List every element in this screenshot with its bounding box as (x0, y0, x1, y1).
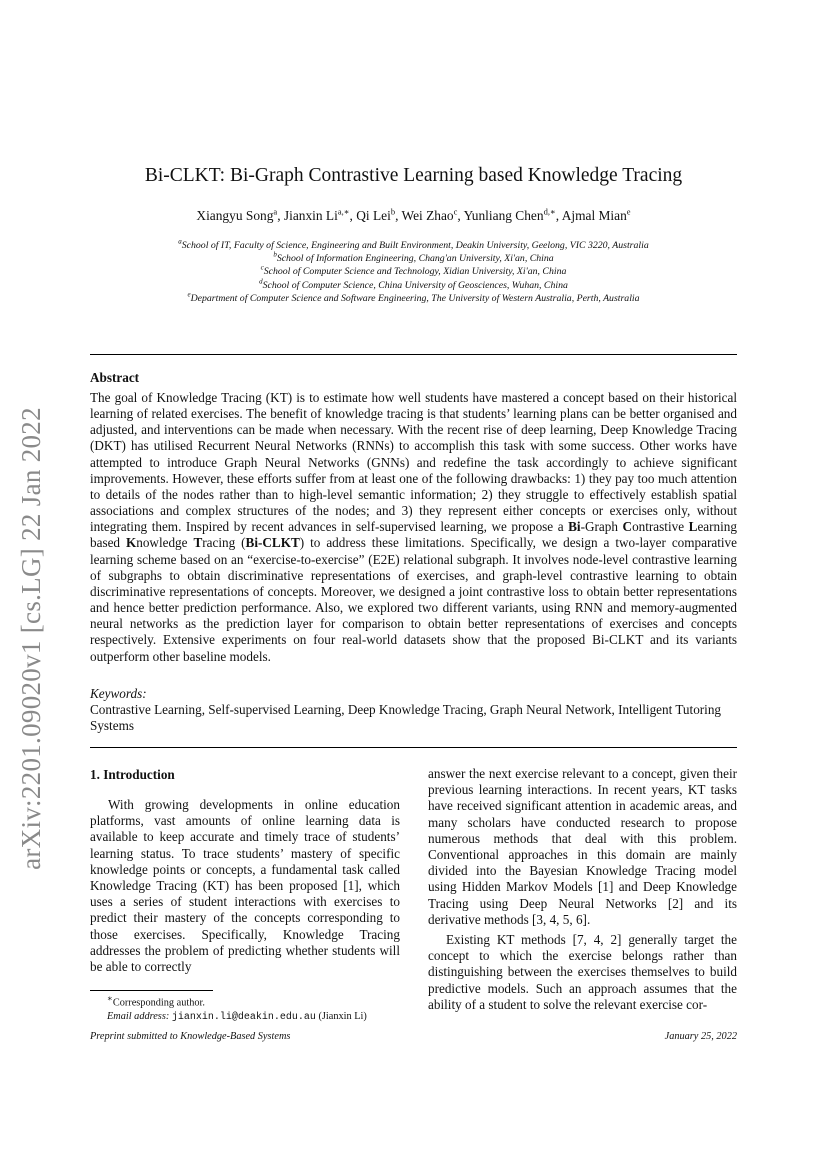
paper-title: Bi-CLKT: Bi-Graph Contrastive Learning based Knowledge Tracing (144, 165, 683, 186)
affiliation-mark: e (187, 290, 191, 299)
abstract-bottom-rule (90, 747, 737, 748)
abstract-text: racing ( (202, 535, 246, 551)
affiliation-mark: d (259, 277, 263, 286)
intro-paragraph: Existing KT methods [7, 4, 2] generally target the concept to which the exercise belongs rather than distinguishing between the exercises themselves to build predictive models. Such an approach assumes that the ability of a student to solve the relevant exercise cor- (428, 932, 737, 1012)
acronym-letter: T (193, 535, 203, 551)
author-name: Wei Zhao (401, 208, 454, 223)
affiliation-mark: b (273, 250, 277, 259)
abstract-text: nowledge (136, 535, 194, 551)
footnote-rule (90, 990, 213, 991)
acronym-letter: C (622, 519, 633, 535)
acronym-letter: L (688, 519, 698, 535)
affiliation-text: School of IT, Faculty of Science, Engineering and Built Environment, Deakin University, Geelong, VIC 3220, Australia (181, 240, 649, 251)
affiliation-mark: a (178, 237, 182, 246)
email-address: jianxin.li@deakin.edu.au (171, 1011, 316, 1023)
section-heading-introduction: 1. Introduction (90, 767, 175, 782)
left-column (90, 797, 400, 975)
author-name: Xiangyu Song (196, 208, 274, 223)
abstract-text: earning based (90, 519, 737, 551)
acronym-letter: K (125, 535, 137, 551)
author-affil-mark: b (390, 206, 396, 217)
intro-paragraph: answer the next exercise relevant to a concept, given their previous learning interactions. In recent years, KT tasks have received significant attention in academic areas, and many scholars have conducted research to propose numerous methods that deal with this problem. Conventional approaches in this domain are mainly divided into the Bayesian Knowledge Tracing model using Hidden Markov Models [1] and Deep Knowledge Tracing using Deep Neural Networks [2] and its derivative methods [3, 4, 5, 6]. (428, 766, 737, 927)
email-owner: (Jianxin Li) (318, 1010, 367, 1022)
affiliation-list (90, 239, 737, 305)
author-affil-mark: e (626, 206, 631, 217)
author-name: Jianxin Li (283, 208, 338, 223)
intro-paragraph: With growing developments in online education platforms, vast amounts of online learning data is available to keep accurate and timely trace of students’ learning status. To trace students’ mastery of specific knowledge points or concepts, a fundamental task called Knowledge Tracing (KT) has been proposed [1], which uses a series of student interactions with exercises to predict their mastery of the concepts corresponding to those exercises. Specifically, Knowledge Tracing addresses the problem of predicting whether students will be able to correctly (90, 797, 400, 975)
right-column (428, 766, 737, 1013)
author-name: Qi Lei (356, 208, 391, 223)
author-affil-mark: a (273, 206, 278, 217)
abstract-top-rule (90, 354, 737, 355)
abstract-paragraph (90, 390, 737, 665)
affiliation (90, 252, 737, 265)
acronym-letter: Bi (568, 519, 581, 535)
abstract-heading: Abstract (90, 370, 140, 385)
footnote-email (90, 1010, 410, 1025)
arxiv-sidebar-stamp (6, 378, 56, 898)
author-affil-mark: d,∗ (543, 206, 556, 217)
affiliation-text: School of Computer Science, China University of Geosciences, Wuhan, China (262, 279, 568, 291)
affiliation-text: School of Information Engineering, Chang'an University, Xi'an, China (276, 253, 554, 265)
footer-journal: Preprint submitted to Knowledge-Based Systems (90, 1031, 291, 1042)
footer-date: January 25, 2022 (664, 1031, 737, 1042)
keywords-heading: Keywords: (90, 686, 147, 701)
abstract-text: -Graph (580, 519, 623, 535)
affiliation (90, 265, 737, 278)
footnote-corresponding (90, 992, 410, 1010)
author-name: Yunliang Chen (463, 208, 544, 223)
model-acronym: Bi-CLKT (245, 535, 300, 551)
author-affil-mark: c (453, 206, 458, 217)
affiliation (90, 292, 737, 305)
arxiv-identifier: arXiv:2201.09020v1 [cs.LG] 22 Jan 2022 (15, 406, 46, 870)
author-list: Xiangyu Song$^a$, Jianxin $Li^{a,∗}$, Qi Lei$^b$, Wei Zhao$^c$, Yunliang Chen$^{d,∗}$, Ajmal Mian$^e$ (196, 206, 631, 223)
abstract-text: ) to address these limitations. Specifically, we design a two-layer comparative learning scheme based on an “exercise-to-exercise” (E2E) relational subgraph. It involves node-level contrastive learning of subgraphs to obtain discriminative representations of exercises, and graph-level contrastive learning to obtain discriminative representations of concepts. Moreover, we designed a joint contrastive loss to obtain better representations and hence better prediction performance. Also, we explored two different variants, using RNN and memory-augmented neural networks as the prediction layer for comparison to obtain better representations of exercises and concepts respectively. Extensive experiments on four real-world datasets show that the proposed Bi-CLKT and its variants outperform other baseline models. (90, 535, 737, 664)
abstract-text: The goal of Knowledge Tracing (KT) is to estimate how well students have mastered a concept based on their historical learning of related exercises. The benefit of knowledge tracing is that students’ learning plans can be better organised and adjusted, and interventions can be made when necessary. With the recent rise of deep learning, Deep Knowledge Tracing (DKT) has utilised Recurrent Neural Networks (RNNs) to accomplish this task with some success. Other works have attempted to introduce Graph Neural Networks (GNNs) and redefine the task accordingly to achieve significant improvements. However, these efforts suffer from at least one of the following drawbacks: 1) they pay too much attention to details of the nodes rather than to high-level semantic information; 2) they struggle to effectively establish spatial associations and complex structures of the nodes; and 3) they represent either concepts or exercises only, without integrating them. Inspired by recent advances in self-supervised learning, we propose a (90, 390, 737, 535)
email-label: Email address: (107, 1010, 170, 1022)
abstract-text: ontrastive (632, 519, 689, 535)
author-affil-mark: a,∗ (337, 206, 350, 217)
author-name: Ajmal Mian (561, 208, 627, 223)
abstract-body (90, 390, 737, 665)
affiliation-text: Department of Computer Science and Software Engineering, The University of Western Australia, Perth, Australia (190, 292, 640, 304)
affiliation (90, 239, 737, 252)
footnote (90, 992, 410, 1024)
footnote-mark: ∗ (107, 993, 113, 1003)
footnote-text: Corresponding author. (112, 997, 205, 1009)
affiliation-text: School of Computer Science and Technology, Xidian University, Xi'an, China (263, 266, 567, 278)
affiliation-mark: c (260, 264, 264, 273)
keywords-text: Contrastive Learning, Self-supervised Learning, Deep Knowledge Tracing, Graph Neural Network, Intelligent Tutoring Systems (90, 702, 722, 734)
